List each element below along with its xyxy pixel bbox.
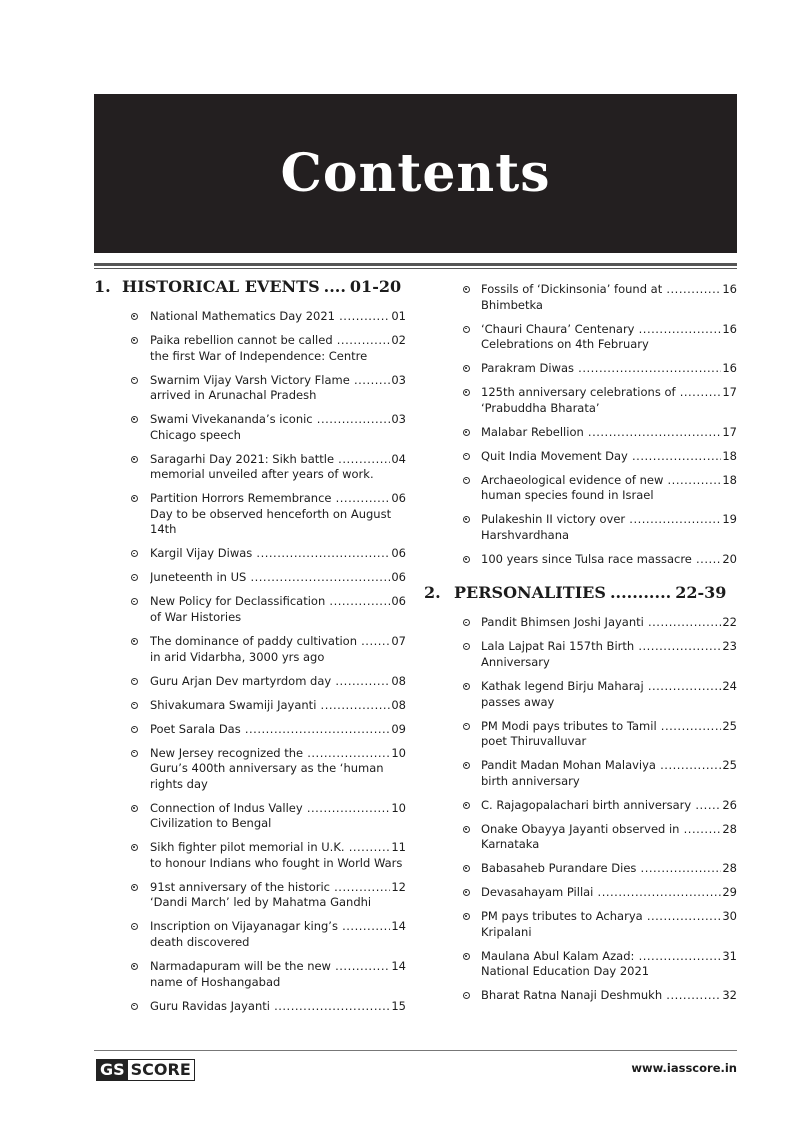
entry-first-line xyxy=(481,909,737,925)
entry-title-continued: ‘Dandi March’ led by Mahatma Gandhi xyxy=(150,895,372,910)
entry-page-number: 10 xyxy=(391,745,406,760)
bullet-icon xyxy=(131,377,138,384)
entry-title: Onake Obayya Jayanti observed in ..... xyxy=(481,822,721,838)
entry-title: Parakram Diwas ..... xyxy=(481,361,721,377)
entry-first-line xyxy=(150,373,406,389)
entry-title: Guru Arjan Dev martyrdom day ..... xyxy=(150,674,390,690)
entry-first-line xyxy=(481,322,737,338)
entry-first-line xyxy=(481,719,737,735)
entry-page-number: 03 xyxy=(391,372,406,387)
bullet-icon xyxy=(463,643,470,650)
section-title: PERSONALITIES xyxy=(454,583,606,603)
toc-entry[interactable] xyxy=(94,491,406,538)
toc-entry[interactable] xyxy=(424,449,737,465)
entry-first-line xyxy=(150,594,406,610)
toc-entry[interactable] xyxy=(424,473,737,504)
entry-page-number: 16 xyxy=(722,282,737,296)
entry-title-continued: the first War of Independence: Centre xyxy=(150,348,368,363)
entry-first-line xyxy=(481,639,737,655)
bullet-icon xyxy=(131,638,138,645)
entry-page-number: 08 xyxy=(391,673,406,688)
entry-title: Lala Lajpat Rai 157th Birth ..... xyxy=(481,639,721,655)
entry-first-line xyxy=(481,679,737,695)
toc-entry[interactable] xyxy=(424,909,737,940)
entry-first-line xyxy=(150,999,406,1015)
entry-first-line xyxy=(150,674,406,690)
entry-title-continued: death discovered xyxy=(150,935,250,950)
entry-page-number: 30 xyxy=(722,909,737,924)
entry-title: Partition Horrors Remembrance ..... xyxy=(150,491,390,507)
bullet-icon xyxy=(463,389,470,396)
section-leader: ........... xyxy=(609,583,672,603)
entry-title: 91st anniversary of the historic ..... xyxy=(150,880,390,896)
toc-entry[interactable] xyxy=(424,822,737,853)
entry-title-continued: Civilization to Bengal xyxy=(150,816,272,831)
entry-title: PM pays tributes to Acharya ..... xyxy=(481,909,721,925)
bullet-icon xyxy=(463,619,470,626)
entry-title-continued: human species found in Israel xyxy=(481,488,654,503)
entry-title: Kargil Vijay Diwas ..... xyxy=(150,546,390,562)
toc-entry[interactable] xyxy=(424,615,737,631)
entry-first-line xyxy=(150,880,406,896)
bullet-icon xyxy=(463,953,470,960)
entry-title: Paika rebellion cannot be called ..... xyxy=(150,333,390,349)
entry-first-line xyxy=(481,282,737,298)
entry-first-line xyxy=(481,385,737,401)
bullet-icon xyxy=(463,477,470,484)
bullet-icon xyxy=(463,723,470,730)
entry-title-continued: of War Histories xyxy=(150,610,242,625)
entry-title-continued: to honour Indians who fought in World Wars xyxy=(150,855,403,870)
entry-title: Devasahayam Pillai ..... xyxy=(481,885,721,901)
bullet-icon xyxy=(131,678,138,685)
entry-title: Pandit Madan Mohan Malaviya ..... xyxy=(481,758,721,774)
entry-first-line xyxy=(481,822,737,838)
toc-entry[interactable] xyxy=(424,679,737,710)
entry-title-continued: Harshvardhana xyxy=(481,527,570,542)
entry-title: 100 years since Tulsa race massacre ..... xyxy=(481,552,721,568)
entry-title-continued: name of Hoshangabad xyxy=(150,974,281,989)
toc-entry[interactable] xyxy=(94,880,406,911)
entry-page-number: 32 xyxy=(722,988,737,1003)
entry-title: Guru Ravidas Jayanti ..... xyxy=(150,999,390,1015)
bullet-icon xyxy=(463,913,470,920)
entry-title: Pulakeshin II victory over ..... xyxy=(481,512,721,528)
toc-entry[interactable] xyxy=(94,594,406,625)
bullet-icon xyxy=(131,495,138,502)
entry-first-line xyxy=(150,746,406,762)
bullet-icon xyxy=(463,802,470,809)
entry-page-number: 10 xyxy=(391,800,406,815)
toc-entry[interactable] xyxy=(424,322,737,353)
entry-page-number: 29 xyxy=(722,885,737,900)
entry-title-continued: National Education Day 2021 xyxy=(481,964,650,979)
entry-page-number: 28 xyxy=(722,821,737,836)
entry-page-number: 18 xyxy=(722,472,737,487)
entry-page-number: 26 xyxy=(722,797,737,812)
entry-title: Narmadapuram will be the new ..... xyxy=(150,959,390,975)
entry-first-line xyxy=(150,959,406,975)
entry-title: PM Modi pays tributes to Tamil ..... xyxy=(481,719,721,735)
toc-entry[interactable] xyxy=(424,552,737,568)
entry-first-line xyxy=(150,722,406,738)
entry-first-line xyxy=(481,615,737,631)
entry-page-number: 06 xyxy=(391,570,406,585)
entry-first-line xyxy=(150,919,406,935)
toc-entry[interactable] xyxy=(94,840,406,871)
toc-entry[interactable] xyxy=(94,333,406,364)
entry-title: Fossils of ‘Dickinsonia’ found at ..... xyxy=(481,282,721,298)
bullet-icon xyxy=(463,453,470,460)
entry-page-number: 24 xyxy=(722,679,737,693)
toc-entry[interactable] xyxy=(424,512,737,543)
entry-title: Inscription on Vijayanagar king’s ..... xyxy=(150,919,390,935)
section-heading-personalities xyxy=(424,583,737,603)
toc-entry[interactable] xyxy=(424,949,737,980)
toc-entry[interactable] xyxy=(94,698,406,714)
entry-page-number: 14 xyxy=(391,919,406,934)
entry-list-historical-events xyxy=(94,309,406,1014)
logo-score: SCORE xyxy=(130,1060,191,1079)
entry-title: Pandit Bhimsen Joshi Jayanti ..... xyxy=(481,615,721,631)
entry-title-continued: in arid Vidarbha, 3000 yrs ago xyxy=(150,649,325,664)
entry-title-continued: memorial unveiled after years of work. xyxy=(150,467,374,482)
toc-entry[interactable] xyxy=(94,546,406,562)
entry-title: Quit India Movement Day ..... xyxy=(481,449,721,465)
bullet-icon xyxy=(131,750,138,757)
entry-title: Sikh fighter pilot memorial in U.K. ..... xyxy=(150,840,390,856)
toc-entry[interactable] xyxy=(94,309,406,325)
entry-page-number: 15 xyxy=(391,998,406,1013)
entry-page-number: 06 xyxy=(391,546,406,561)
logo-gs: GS xyxy=(97,1060,128,1080)
bullet-icon xyxy=(131,313,138,320)
entry-title: Swarnim Vijay Varsh Victory Flame ..... xyxy=(150,373,390,389)
entry-title: National Mathematics Day 2021 ..... xyxy=(150,309,390,325)
bullet-icon xyxy=(463,429,470,436)
entry-title: Babasaheb Purandare Dies ..... xyxy=(481,861,721,877)
entry-first-line xyxy=(481,861,737,877)
entry-title: C. Rajagopalachari birth anniversary ..... xyxy=(481,798,721,814)
entry-page-number: 07 xyxy=(391,634,406,649)
bullet-icon xyxy=(131,963,138,970)
entry-title-continued: Chicago speech xyxy=(150,427,241,442)
section-heading-historical-events xyxy=(94,277,406,297)
entry-page-number: 03 xyxy=(391,412,406,427)
entry-first-line xyxy=(150,452,406,468)
toc-entry[interactable] xyxy=(94,722,406,738)
bullet-icon xyxy=(131,923,138,930)
toc-entry[interactable] xyxy=(94,373,406,404)
entry-first-line xyxy=(481,512,737,528)
bullet-icon xyxy=(131,844,138,851)
entry-first-line xyxy=(481,473,737,489)
section-pages: 22-39 xyxy=(675,583,727,603)
entry-title-continued: poet Thiruvalluvar xyxy=(481,734,587,749)
toc-entry[interactable] xyxy=(94,999,406,1015)
entry-title-continued: Kripalani xyxy=(481,924,532,939)
entry-first-line xyxy=(150,634,406,650)
entry-page-number: 06 xyxy=(391,594,406,609)
entry-title: Poet Sarala Das ..... xyxy=(150,722,390,738)
entry-page-number: 18 xyxy=(722,448,737,463)
entry-first-line xyxy=(481,885,737,901)
entry-title-continued: Celebrations on 4th February xyxy=(481,337,649,352)
divider-thick xyxy=(94,263,737,266)
bullet-icon xyxy=(131,702,138,709)
entry-page-number: 09 xyxy=(391,721,406,736)
entry-title: Shivakumara Swamiji Jayanti ..... xyxy=(150,698,390,714)
section-title: HISTORICAL EVENTS xyxy=(122,277,320,296)
toc-entry[interactable] xyxy=(94,570,406,586)
entry-page-number: 16 xyxy=(722,361,737,376)
entry-title: 125th anniversary celebrations of ..... xyxy=(481,385,721,401)
toc-entry[interactable] xyxy=(424,385,737,416)
bullet-icon xyxy=(463,286,470,293)
entry-title: New Policy for Declassification ..... xyxy=(150,594,390,610)
entry-page-number: 25 xyxy=(722,758,737,773)
bullet-icon xyxy=(131,550,138,557)
section-number: 2. xyxy=(424,583,441,603)
entry-title: Swami Vivekananda’s iconic ..... xyxy=(150,412,390,428)
left-column xyxy=(94,277,406,1023)
entry-page-number: 17 xyxy=(722,424,737,439)
entry-title-continued: passes away xyxy=(481,694,555,709)
entry-first-line xyxy=(481,988,737,1004)
entry-page-number: 12 xyxy=(391,879,406,894)
entry-first-line xyxy=(150,546,406,562)
entry-page-number: 31 xyxy=(722,948,737,963)
entry-title: The dominance of paddy cultivation ..... xyxy=(150,634,390,650)
entry-first-line xyxy=(481,552,737,568)
entry-first-line xyxy=(150,840,406,856)
entry-title: ‘Chauri Chaura’ Centenary ..... xyxy=(481,322,721,338)
bullet-icon xyxy=(131,884,138,891)
toc-entry[interactable] xyxy=(94,801,406,832)
entry-first-line xyxy=(481,758,737,774)
toc-entry[interactable] xyxy=(424,425,737,441)
entry-page-number: 22 xyxy=(722,615,737,630)
entry-title-continued: Anniversary xyxy=(481,655,550,670)
entry-first-line xyxy=(481,798,737,814)
toc-entry[interactable] xyxy=(424,798,737,814)
bullet-icon xyxy=(463,365,470,372)
divider-thin xyxy=(94,268,737,269)
toc-entry[interactable] xyxy=(94,959,406,990)
bullet-icon xyxy=(131,726,138,733)
entry-page-number: 08 xyxy=(391,697,406,712)
entry-page-number: 01 xyxy=(391,309,406,323)
bullet-icon xyxy=(131,574,138,581)
bullet-icon xyxy=(463,683,470,690)
entry-page-number: 06 xyxy=(391,491,406,506)
entry-title: Saragarhi Day 2021: Sikh battle ..... xyxy=(150,452,390,468)
bullet-icon xyxy=(131,1003,138,1010)
entry-title: Connection of Indus Valley ..... xyxy=(150,801,390,817)
entry-page-number: 11 xyxy=(391,840,406,855)
section-number: 1. xyxy=(94,277,111,296)
toc-entry[interactable] xyxy=(424,282,737,313)
bullet-icon xyxy=(131,456,138,463)
bullet-icon xyxy=(463,762,470,769)
toc-entry[interactable] xyxy=(94,674,406,690)
entry-title-continued: Day to be observed henceforth on August 14th xyxy=(150,506,392,537)
entry-title: Kathak legend Birju Maharaj ..... xyxy=(481,679,721,695)
entry-page-number: 16 xyxy=(722,321,737,336)
contents-banner xyxy=(94,94,737,253)
toc-entry[interactable] xyxy=(424,885,737,901)
entry-first-line xyxy=(150,801,406,817)
toc-entry[interactable] xyxy=(94,452,406,483)
section-pages: 01-20 xyxy=(349,277,402,296)
entry-title-continued: Guru’s 400th anniversary as the ‘human rights day xyxy=(150,761,384,791)
bullet-icon xyxy=(463,556,470,563)
bullet-icon xyxy=(131,805,138,812)
entry-list-personalities xyxy=(424,615,737,1004)
bullet-icon xyxy=(463,516,470,523)
toc-entry[interactable] xyxy=(424,988,737,1004)
entry-title: Maulana Abul Kalam Azad: ..... xyxy=(481,949,721,965)
toc-entry[interactable] xyxy=(94,634,406,665)
entry-first-line xyxy=(150,309,406,325)
entry-title-continued: ‘Prabuddha Bharata’ xyxy=(481,400,600,415)
entry-page-number: 20 xyxy=(722,551,737,566)
entry-title-continued: Karnataka xyxy=(481,837,540,852)
toc-entry[interactable] xyxy=(424,719,737,750)
toc-entry[interactable] xyxy=(424,861,737,877)
entry-title: Malabar Rebellion ..... xyxy=(481,425,721,441)
bullet-icon xyxy=(463,889,470,896)
section-leader: .... xyxy=(323,277,346,296)
bullet-icon xyxy=(131,598,138,605)
entry-title: Archaeological evidence of new ..... xyxy=(481,473,721,489)
toc-entry[interactable] xyxy=(94,746,406,793)
entry-page-number: 17 xyxy=(722,385,737,400)
entry-first-line xyxy=(150,333,406,349)
toc-entry[interactable] xyxy=(424,361,737,377)
entry-page-number: 25 xyxy=(722,718,737,733)
bullet-icon xyxy=(131,416,138,423)
entry-page-number: 19 xyxy=(722,512,737,527)
gs-score-logo xyxy=(96,1059,195,1081)
entry-first-line xyxy=(481,949,737,965)
entry-title-continued: birth anniversary xyxy=(481,773,580,788)
toc-entry[interactable] xyxy=(424,639,737,670)
entry-page-number: 02 xyxy=(391,332,406,347)
entry-title: Juneteenth in US ..... xyxy=(150,570,390,586)
website-url[interactable]: www.iasscore.in xyxy=(631,1061,737,1075)
toc-entry[interactable] xyxy=(94,412,406,443)
toc-entry[interactable] xyxy=(94,919,406,950)
entry-page-number: 23 xyxy=(722,639,737,654)
entry-first-line xyxy=(150,491,406,507)
entry-first-line xyxy=(481,425,737,441)
entry-first-line xyxy=(150,698,406,714)
entry-page-number: 28 xyxy=(722,861,737,876)
entry-page-number: 14 xyxy=(391,959,406,974)
bullet-icon xyxy=(131,337,138,344)
right-column xyxy=(424,282,737,1012)
bullet-icon xyxy=(463,992,470,999)
entry-page-number: 04 xyxy=(391,451,406,466)
entry-title: Bharat Ratna Nanaji Deshmukh ..... xyxy=(481,988,721,1004)
entry-first-line xyxy=(481,361,737,377)
entry-first-line xyxy=(150,570,406,586)
bullet-icon xyxy=(463,826,470,833)
entry-first-line xyxy=(150,412,406,428)
entry-first-line xyxy=(481,449,737,465)
toc-entry[interactable] xyxy=(424,758,737,789)
entry-list-historical-events-continued xyxy=(424,282,737,567)
footer-divider xyxy=(94,1050,737,1051)
entry-title: New Jersey recognized the ..... xyxy=(150,746,390,762)
entry-title-continued: arrived in Arunachal Pradesh xyxy=(150,388,317,403)
bullet-icon xyxy=(463,865,470,872)
page-title: Contents xyxy=(280,143,551,204)
bullet-icon xyxy=(463,326,470,333)
entry-title-continued: Bhimbetka xyxy=(481,297,543,312)
